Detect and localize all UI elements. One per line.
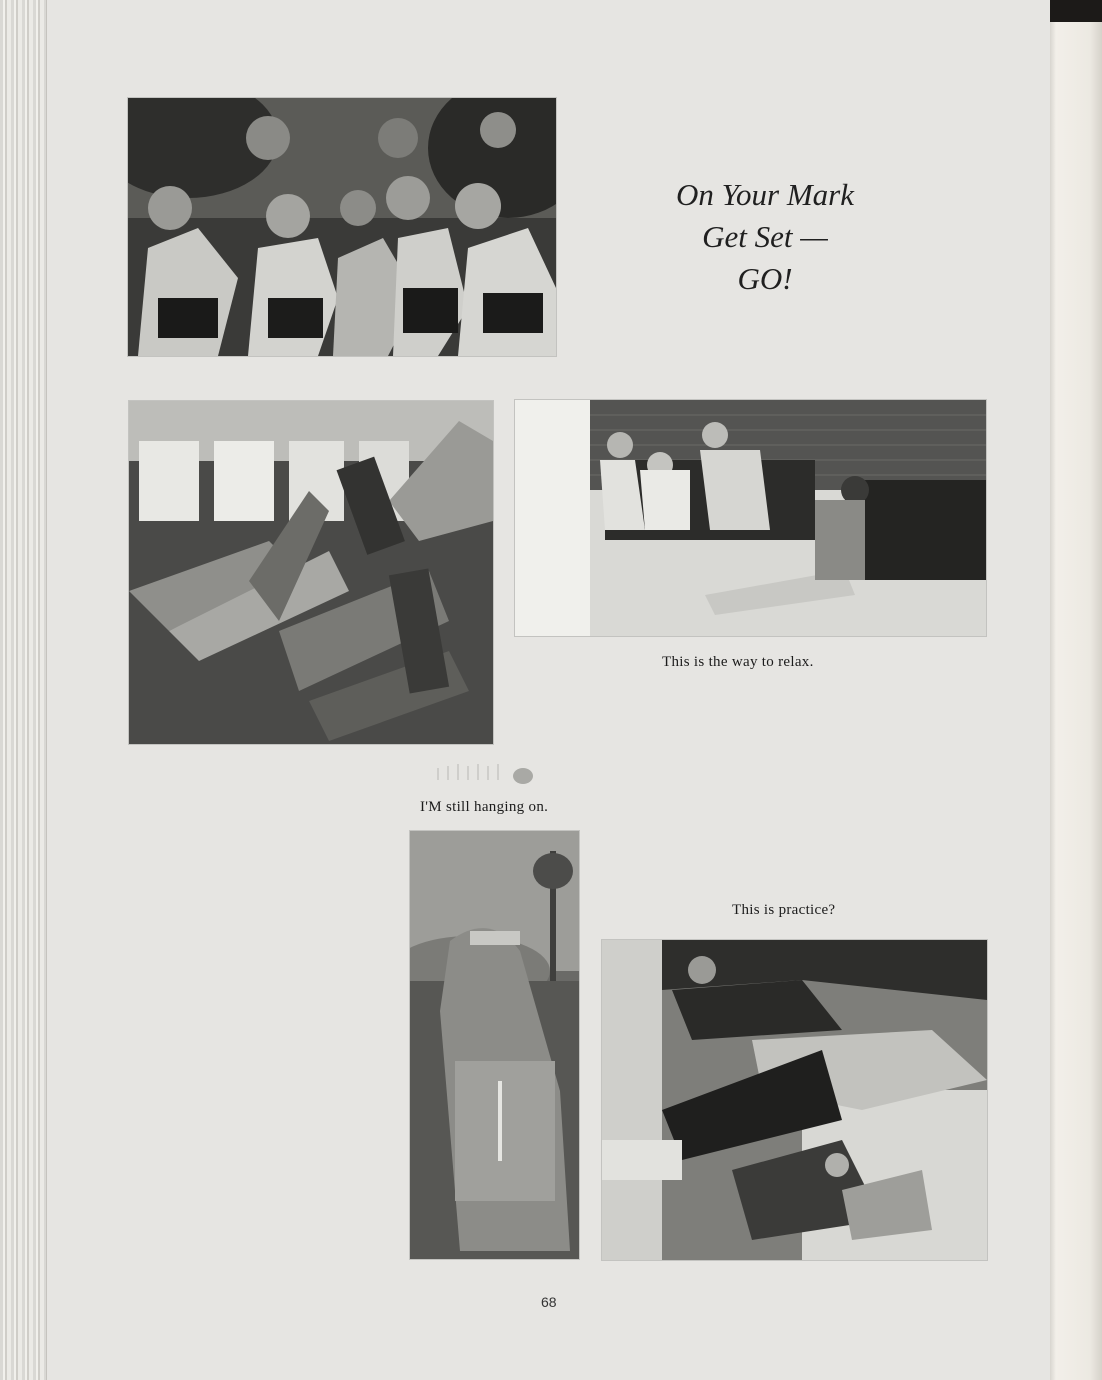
- page-number: 68: [541, 1294, 557, 1310]
- headline: [615, 174, 915, 300]
- photo-relaxing-couch: [515, 400, 986, 636]
- headline-line-1: On Your Mark: [676, 177, 854, 212]
- headline-line-3: GO!: [737, 261, 793, 296]
- photo-legs-on-bus: [129, 401, 493, 744]
- caption-practice: This is practice?: [732, 902, 836, 918]
- photo-towel-over-head: [410, 831, 579, 1259]
- caption-hanging: I'M still hanging on.: [420, 799, 549, 815]
- headline-line-2: Get Set —: [702, 219, 828, 254]
- photo-practice-stretching: [602, 940, 987, 1260]
- adjacent-page-edge: [1050, 0, 1102, 1380]
- book-binding: [0, 0, 47, 1380]
- photo-runners-start: [128, 98, 556, 356]
- ink-smudge: [428, 758, 538, 786]
- book-cover-corner: [1050, 0, 1102, 22]
- caption-relax: This is the way to relax.: [662, 654, 814, 670]
